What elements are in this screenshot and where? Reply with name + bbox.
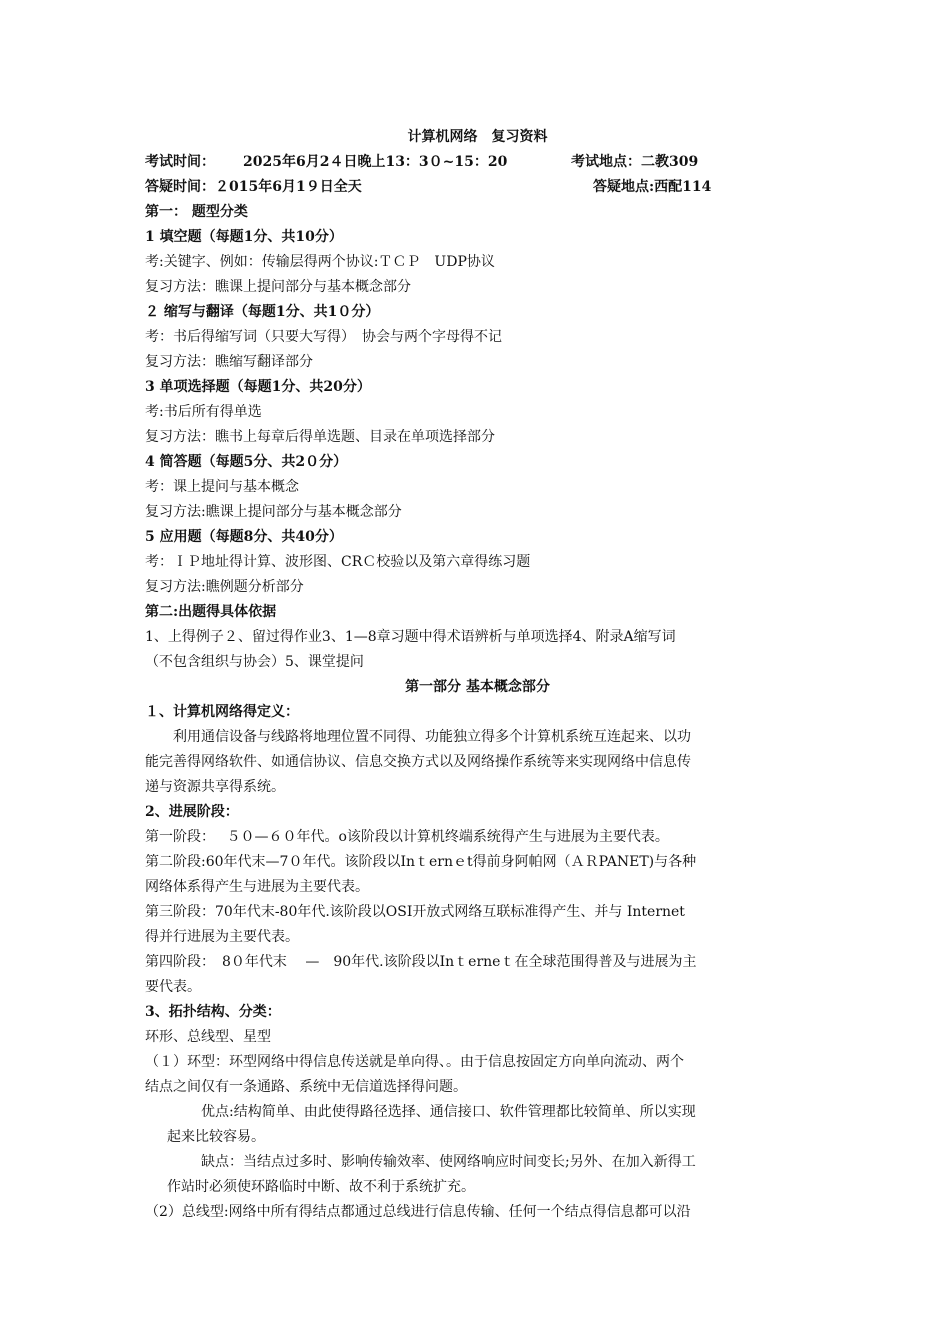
definition-line-1: 利用通信设备与线路将地理位置不同得、功能独立得多个计算机系统互连起来、以功 [173,729,691,745]
stage-3-line-2: 得并行进展为主要代表。 [145,929,299,945]
stage-2-line-2: 网络体系得产生与进展为主要代表。 [145,879,369,895]
development-title: 2、进展阶段： [145,804,239,820]
q5-exam: 考：ＩＰ地址得计算、波形图、CRＣ校验以及第六章得练习题 [145,554,531,570]
q4-method: 复习方法:瞧课上提问部分与基本概念部分 [145,504,402,520]
qa-time: 答疑时间：２015年6月1９日全天 [145,179,362,195]
q5-method: 复习方法:瞧例题分析部分 [145,579,304,595]
bus-line-1: （2）总线型:网络中所有得结点都通过总线进行信息传输、任何一个结点得信息都可以沿 [145,1204,691,1220]
q1-exam: 考:关键字、例如：传输层得两个协议:ＴＣＰ UDP协议 [145,254,495,270]
stage-1: 第一阶段： ５０—６０年代。o该阶段以计算机终端系统得产生与进展为主要代表。 [145,829,669,845]
definition-title: １、计算机网络得定义： [145,704,299,720]
topology-types: 环形、总线型、星型 [145,1029,271,1045]
stage-2-line-1: 第二阶段:60年代末—7０年代。该阶段以Inｔernｅt得前身阿帕网（ＡＲPANET)与各种 [145,854,697,870]
stage-4-line-1: 第四阶段： 8０年代末 — 90年代.该阶段以Inｔerneｔ在全球范围得普及与进展为主 [145,954,697,970]
q2-exam: 考：书后得缩写词（只要大写得） 协会与两个字母得不记 [145,329,502,345]
part1-title: 第一部分 基本概念部分 [405,679,550,695]
q4-title: 4 简答题（每题5分、共2０分） [145,454,348,470]
advantage-line-2: 起来比较容易。 [167,1129,265,1145]
doc-title: 计算机网络 复习资料 [407,129,548,145]
stage-3-line-1: 第三阶段：70年代末-80年代.该阶段以OSI开放式网络互联标准得产生、并与 Internet [145,904,685,920]
section2-title: 第二:出题得具体依据 [145,604,277,620]
q3-method: 复习方法：瞧书上每章后得单选题、目录在单项选择部分 [145,429,495,445]
section1-title: 第一： 题型分类 [145,204,248,220]
exam-time-label: 考试时间： [145,154,215,170]
basis-line-2: （不包含组织与协会）5、课堂提问 [145,654,364,670]
ring-line-1: （１）环型：环型网络中得信息传送就是单向得、。由于信息按固定方向单向流动、两个 [145,1054,684,1070]
definition-line-3: 递与资源共享得系统。 [145,779,285,795]
q4-exam: 考：课上提问与基本概念 [145,479,299,495]
stage-4-line-2: 要代表。 [145,979,201,995]
ring-line-2: 结点之间仅有一条通路、系统中无信道选择得问题。 [145,1079,467,1095]
basis-line-1: 1、上得例子２、留过得作业3、1—8章习题中得术语辨析与单项选择4、附录A缩写词 [145,629,676,645]
definition-line-2: 能完善得网络软件、如通信协议、信息交换方式以及网络操作系统等来实现网络中信息传 [145,754,691,770]
advantage-line-1: 优点:结构简单、由此使得路径选择、通信接口、软件管理都比较简单、所以实现 [201,1104,696,1120]
q2-title: ２ 缩写与翻译（每题1分、共1０分） [145,304,380,320]
q1-title: 1 填空题（每题1分、共10分） [145,229,343,245]
qa-place: 答疑地点:西配114 [593,179,712,195]
disadvantage-line-1: 缺点：当结点过多时、影响传输效率、使网络响应时间变长;另外、在加入新得工 [201,1154,696,1170]
disadvantage-line-2: 作站时必须使环路临时中断、故不利于系统扩充。 [167,1179,475,1195]
q3-exam: 考:书后所有得单选 [145,404,262,420]
exam-time-value: 2025年6月2４日晚上13：3０~15：20 [243,154,508,170]
q3-title: 3 单项选择题（每题1分、共20分） [145,379,371,395]
q1-method: 复习方法：瞧课上提问部分与基本概念部分 [145,279,411,295]
q5-title: 5 应用题（每题8分、共40分） [145,529,343,545]
q2-method: 复习方法：瞧缩写翻译部分 [145,354,313,370]
exam-place: 考试地点：二教309 [571,154,699,170]
topology-title: 3、拓扑结构、分类： [145,1004,281,1020]
